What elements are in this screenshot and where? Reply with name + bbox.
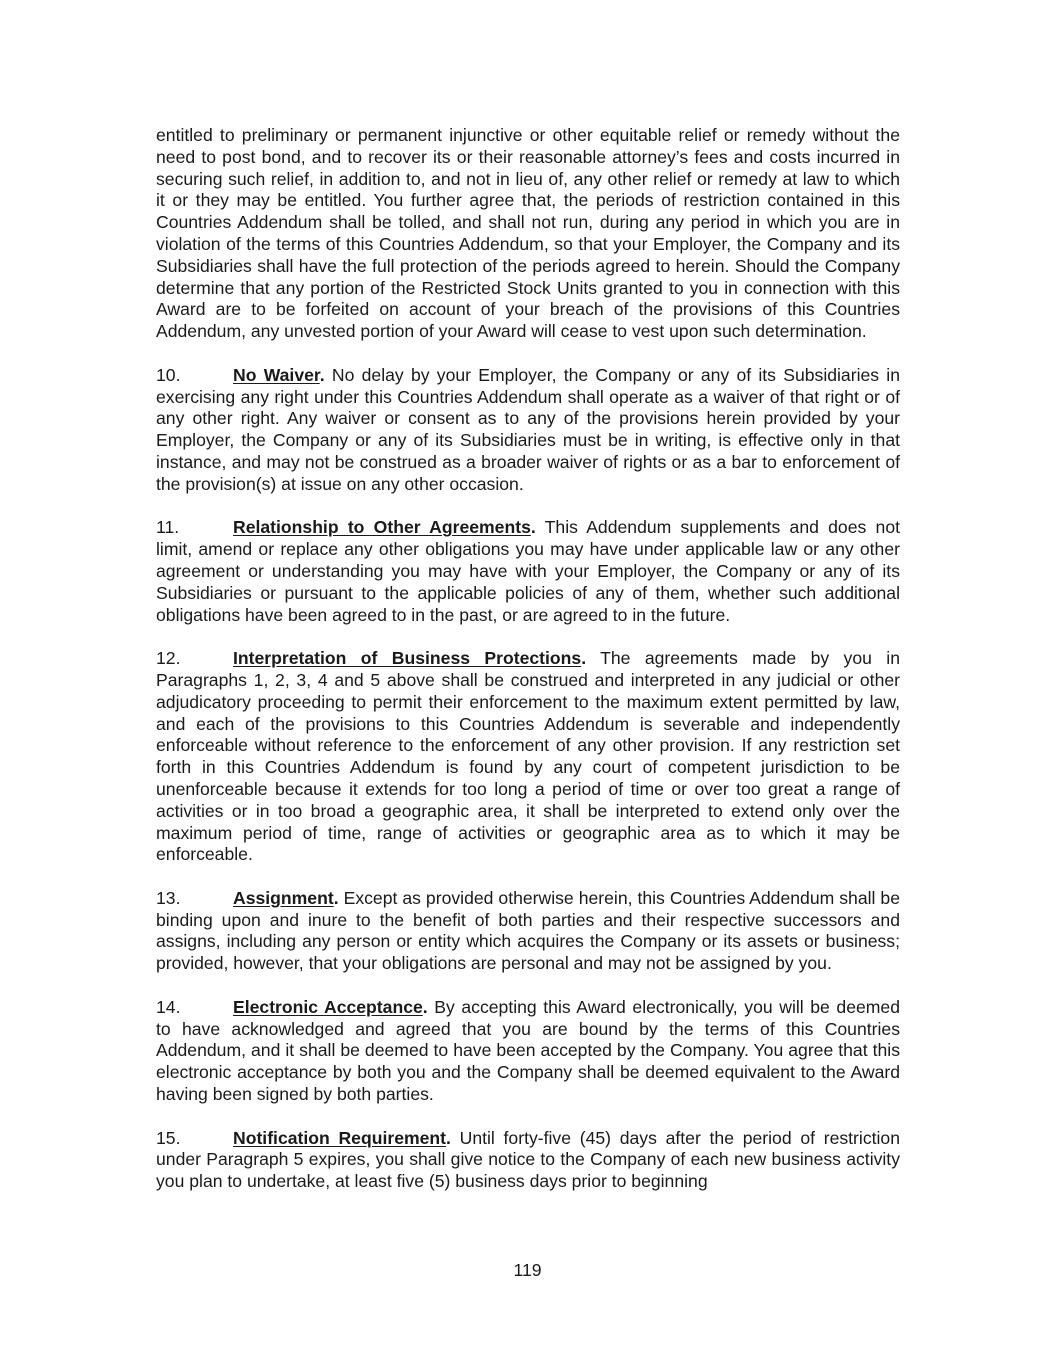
intro-paragraph: entitled to preliminary or permanent injunctive or other equitable relief or remedy without the need to post bond, and to recover its or their reasonable attorney’s fees and costs incurred in securing such relief, in addition to, and not in lieu of, any other relief or remedy at law to which it or they may be entitled. You further agree that, the periods of restriction contained in this Countries Addendum shall be tolled, and shall not run, during any period in which you are in violation of the terms of this Countries Addendum, so that your Employer, the Company and its Subsidiaries shall have the full protection of the periods agreed to herein. Should the Company determine that any portion of the Restricted Stock Units granted to you in connection with this Award are to be forfeited on account of your breach of the provisions of this Countries Addendum, any unvested portion of your Award will cease to vest upon such determination.	[156, 125, 900, 342]
section-relationship-to-other-agreements: 11. Relationship to Other Agreements. This Addendum supplements and does not limit, amend or replace any other obligations you may have under applicable law or any other agreement or understanding you may have with your Employer, the Company or any of its Subsidiaries or pursuant to the applicable policies of any of them, whether such additional obligations have been agreed to in the past, or are agreed to in the future.	[156, 517, 900, 625]
section-heading: Assignment	[233, 887, 334, 908]
section-body: No delay by your Employer, the Company or any of its Subsidiaries in exercising any right under this Countries Addendum shall operate as a waiver of that right or of any other right. Any waiver or consent as to any of the provisions herein provided by your Employer, the Company or any of its Subsidiaries must be in writing, is effective only in that instance, and may not be construed as a broader waiver of rights or as a bar to enforcement of the provision(s) at issue on any other occasion.	[156, 364, 900, 494]
section-number: 14.	[156, 996, 181, 1017]
section-body: This Addendum supplements and does not limit, amend or replace any other obligations you may have under applicable law or any other agreement or understanding you may have with your Employer, the Company or any of its Subsidiaries or pursuant to the applicable policies of any of them, whether such additional obligations have been agreed to in the past, or are agreed to in the future.	[156, 517, 900, 625]
section-number: 13.	[156, 887, 181, 908]
section-heading: No Waiver	[233, 364, 320, 385]
section-number: 12.	[156, 648, 181, 669]
section-body: Until forty-five (45) days after the period of restriction under Paragraph 5 expires, you shall give notice to the Company of each new business activity you plan to undertake, at least five (5) business days prior to beginning	[156, 1127, 900, 1192]
section-body: The agreements made by you in Paragraphs 1, 2, 3, 4 and 5 above shall be construed and interpreted in any judicial or other adjudicatory proceeding to permit their enforcement to the maximum extent permitted by law, and each of the provisions to this Countries Addendum is severable and independently enforceable without reference to the enforcement of any other provision. If any restriction set forth in this Countries Addendum is found by any court of competent jurisdiction to be unenforceable because it extends for too long a period of time or over too great a range of activities or in too broad a geographic area, it shall be interpreted to extend only over the maximum period of time, range of activities or geographic area as to which it may be enforceable.	[156, 648, 900, 865]
section-no-waiver: 10. No Waiver. No delay by your Employer, the Company or any of its Subsidiaries in exercising any right under this Countries Addendum shall operate as a waiver of that right or of any other right. Any waiver or consent as to any of the provisions herein provided by your Employer, the Company or any of its Subsidiaries must be in writing, is effective only in that instance, and may not be construed as a broader waiver of rights or as a bar to enforcement of the provision(s) at issue on any other occasion.	[156, 364, 900, 494]
section-number: 10.	[156, 364, 181, 385]
section-heading: Relationship to Other Agreements	[233, 517, 531, 538]
page-number: 119	[513, 1260, 542, 1280]
section-number: 15.	[156, 1127, 181, 1148]
section-body: Except as provided otherwise herein, this Countries Addendum shall be binding upon and inure to the benefit of both parties and their respective successors and assigns, including any person or entity which acquires the Company or its assets or business; provided, however, that your obligations are personal and may not be assigned by you.	[156, 887, 900, 974]
document-page	[156, 125, 900, 1215]
section-assignment: 13. Assignment. Except as provided otherwise herein, this Countries Addendum shall be binding upon and inure to the benefit of both parties and their respective successors and assigns, including any person or entity which acquires the Company or its assets or business; provided, however, that your obligations are personal and may not be assigned by you.	[156, 887, 900, 974]
section-interpretation-of-business-protections: 12. Interpretation of Business Protections. The agreements made by you in Paragraphs 1, 2, 3, 4 and 5 above shall be construed and interpreted in any judicial or other adjudicatory proceeding to permit their enforcement to the maximum extent permitted by law, and each of the provisions to this Countries Addendum is severable and independently enforceable without reference to the enforcement of any other provision. If any restriction set forth in this Countries Addendum is found by any court of competent jurisdiction to be unenforceable because it extends for too long a period of time or over too great a range of activities or in too broad a geographic area, it shall be interpreted to extend only over the maximum period of time, range of activities or geographic area as to which it may be enforceable.	[156, 648, 900, 865]
section-heading: Notification Requirement	[233, 1127, 447, 1148]
section-electronic-acceptance: 14. Electronic Acceptance. By accepting this Award electronically, you will be deemed to have acknowledged and agreed that you are bound by the terms of this Countries Addendum, and it shall be deemed to have been accepted by the Company. You agree that this electronic acceptance by both you and the Company shall be deemed equivalent to the Award having been signed by both parties.	[156, 996, 900, 1105]
section-body: By accepting this Award electronically, you will be deemed to have acknowledged and agreed that you are bound by the terms of this Countries Addendum, and it shall be deemed to have been accepted by the Company. You agree that this electronic acceptance by both you and the Company shall be deemed equivalent to the Award having been signed by both parties.	[156, 996, 900, 1105]
section-heading: Interpretation of Business Protections	[233, 648, 582, 669]
section-number: 11.	[156, 517, 180, 538]
section-heading: Electronic Acceptance	[233, 996, 423, 1017]
section-notification-requirement: 15. Notification Requirement. Until forty-five (45) days after the period of restriction under Paragraph 5 expires, you shall give notice to the Company of each new business activity you plan to undertake, at least five (5) business days prior to beginning	[156, 1127, 900, 1192]
